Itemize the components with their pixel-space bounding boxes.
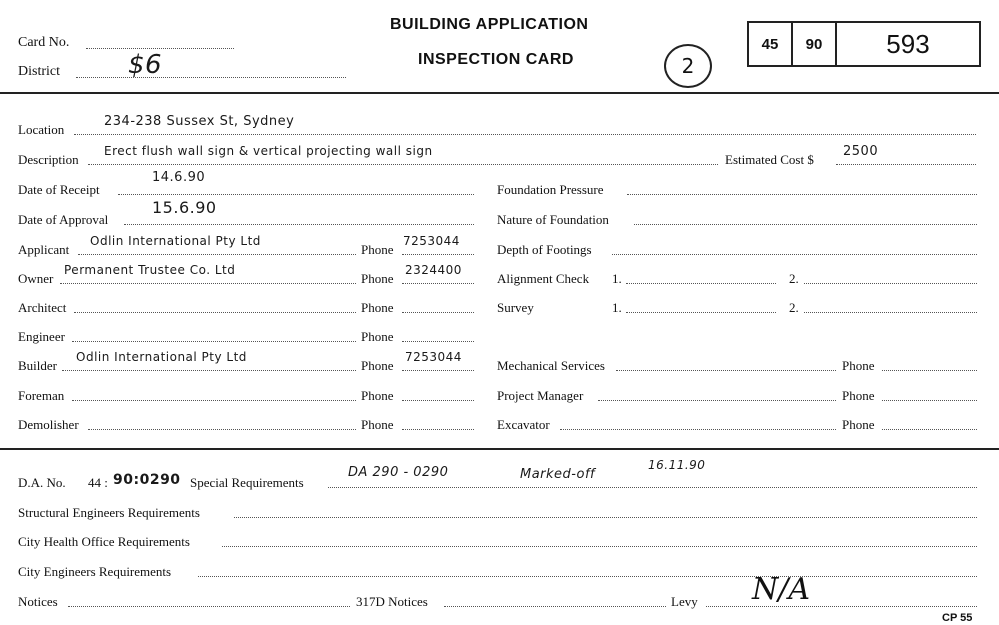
special-requirements-date: 16.11.90 [648, 458, 706, 472]
applicant-label: Applicant [18, 242, 70, 257]
demolisher-phone-label: Phone [361, 417, 394, 432]
engineer-line [72, 341, 356, 342]
survey-2-label: 2. [789, 300, 799, 315]
architect-phone-line [402, 312, 474, 313]
foreman-phone-label: Phone [361, 388, 394, 403]
architect-label: Architect [18, 300, 67, 315]
box-code-45: 45 [749, 23, 793, 65]
date-receipt-label: Date of Receipt [18, 182, 100, 197]
foreman-label: Foreman [18, 388, 65, 403]
notices-317d-line [444, 606, 666, 607]
survey-label: Survey [497, 300, 534, 315]
depth-footings-line [612, 254, 977, 255]
city-engineers-label: City Engineers Requirements [18, 564, 172, 579]
city-health-line [222, 546, 977, 547]
applicant-phone-value: 7253044 [403, 234, 460, 248]
alignment-check-2-line [804, 283, 977, 284]
project-manager-phone-line [882, 400, 977, 401]
excavator-phone-line [882, 429, 977, 430]
notices-line [68, 606, 350, 607]
alignment-check-label: Alignment Check [497, 271, 590, 286]
special-requirements-label: Special Requirements [190, 475, 304, 490]
levy-label: Levy [671, 594, 698, 609]
builder-value: Odlin International Pty Ltd [76, 350, 247, 364]
district-label: District [18, 64, 60, 79]
notices-317d-label: 317D Notices [356, 594, 428, 609]
builder-label: Builder [18, 358, 57, 373]
estimated-cost-label: Estimated Cost $ [725, 152, 814, 167]
applicant-phone-label: Phone [361, 242, 394, 257]
levy-line [706, 606, 977, 607]
estimated-cost-line [836, 164, 976, 165]
notices-label: Notices [18, 594, 58, 609]
foreman-phone-line [402, 400, 474, 401]
structural-engineers-label: Structural Engineers Requirements [18, 505, 200, 520]
nature-foundation-label: Nature of Foundation [497, 212, 609, 227]
date-approval-label: Date of Approval [18, 212, 109, 227]
location-line [74, 134, 976, 135]
demolisher-line [88, 429, 356, 430]
foundation-pressure-label: Foundation Pressure [497, 182, 604, 197]
owner-line [60, 283, 356, 284]
alignment-check-1-line [626, 283, 776, 284]
builder-phone-value: 7253044 [405, 350, 462, 364]
title-building-application: BUILDING APPLICATION [390, 16, 589, 33]
survey-1-line [626, 312, 776, 313]
excavator-line [560, 429, 836, 430]
special-requirements-value: DA 290 - 0290 [348, 465, 449, 480]
mechanical-services-label: Mechanical Services [497, 358, 605, 373]
location-value: 234-238 Sussex St, Sydney [104, 114, 295, 129]
excavator-label: Excavator [497, 417, 550, 432]
card-number-box [747, 21, 981, 67]
applicant-line [78, 254, 356, 255]
project-manager-line [598, 400, 836, 401]
engineer-phone-label: Phone [361, 329, 394, 344]
district-line [76, 77, 346, 78]
form-code: CP 55 [942, 612, 973, 624]
applicant-phone-line [402, 254, 474, 255]
engineer-label: Engineer [18, 329, 65, 344]
box-code-90: 90 [793, 23, 837, 65]
owner-phone-value: 2324400 [405, 263, 462, 277]
da-no-label: D.A. No. [18, 475, 66, 490]
date-approval-line [124, 224, 474, 225]
demolisher-label: Demolisher [18, 417, 79, 432]
box-number: 593 [886, 28, 930, 59]
city-health-label: City Health Office Requirements [18, 534, 190, 549]
card-no-label: Card No. [18, 35, 70, 50]
architect-phone-label: Phone [361, 300, 394, 315]
district-value: $6 [128, 50, 163, 80]
city-engineers-line [198, 576, 977, 577]
location-label: Location [18, 122, 65, 137]
section-divider [0, 448, 999, 450]
mechanical-phone-label: Phone [842, 358, 875, 373]
applicant-value: Odlin International Pty Ltd [90, 234, 261, 248]
description-label: Description [18, 152, 79, 167]
special-requirements-note: Marked-off [520, 467, 596, 482]
owner-phone-label: Phone [361, 271, 394, 286]
da-no-value: 90:0290 [113, 472, 181, 488]
description-value: Erect flush wall sign & vertical projecting wall sign [104, 144, 433, 158]
estimated-cost-value: 2500 [843, 144, 879, 159]
engineer-phone-line [402, 341, 474, 342]
owner-phone-line [402, 283, 474, 284]
demolisher-phone-line [402, 429, 474, 430]
foreman-line [72, 400, 356, 401]
excavator-phone-label: Phone [842, 417, 875, 432]
circled-number [664, 44, 712, 88]
survey-2-line [804, 312, 977, 313]
header-divider [0, 92, 999, 94]
circled-number-text: 2 [681, 54, 695, 78]
depth-footings-label: Depth of Footings [497, 242, 592, 257]
structural-engineers-line [234, 517, 977, 518]
title-inspection-card: INSPECTION CARD [418, 51, 574, 68]
card-no-line [86, 48, 234, 49]
foundation-pressure-line [627, 194, 977, 195]
owner-label: Owner [18, 271, 54, 286]
project-manager-phone-label: Phone [842, 388, 875, 403]
builder-phone-label: Phone [361, 358, 394, 373]
architect-line [74, 312, 356, 313]
date-receipt-line [118, 194, 474, 195]
builder-line [62, 370, 356, 371]
description-line [88, 164, 718, 165]
alignment-check-2-label: 2. [789, 271, 799, 286]
da-no-prefix: 44 : [88, 475, 108, 490]
special-requirements-line [328, 487, 977, 488]
builder-phone-line [402, 370, 474, 371]
mechanical-phone-line [882, 370, 977, 371]
nature-foundation-line [634, 224, 977, 225]
levy-value: N/A [752, 572, 811, 607]
owner-value: Permanent Trustee Co. Ltd [64, 263, 236, 277]
alignment-check-1-label: 1. [612, 271, 622, 286]
mechanical-services-line [616, 370, 836, 371]
project-manager-label: Project Manager [497, 388, 584, 403]
date-approval-value: 15.6.90 [152, 198, 217, 217]
date-receipt-value: 14.6.90 [152, 170, 206, 185]
survey-1-label: 1. [612, 300, 622, 315]
